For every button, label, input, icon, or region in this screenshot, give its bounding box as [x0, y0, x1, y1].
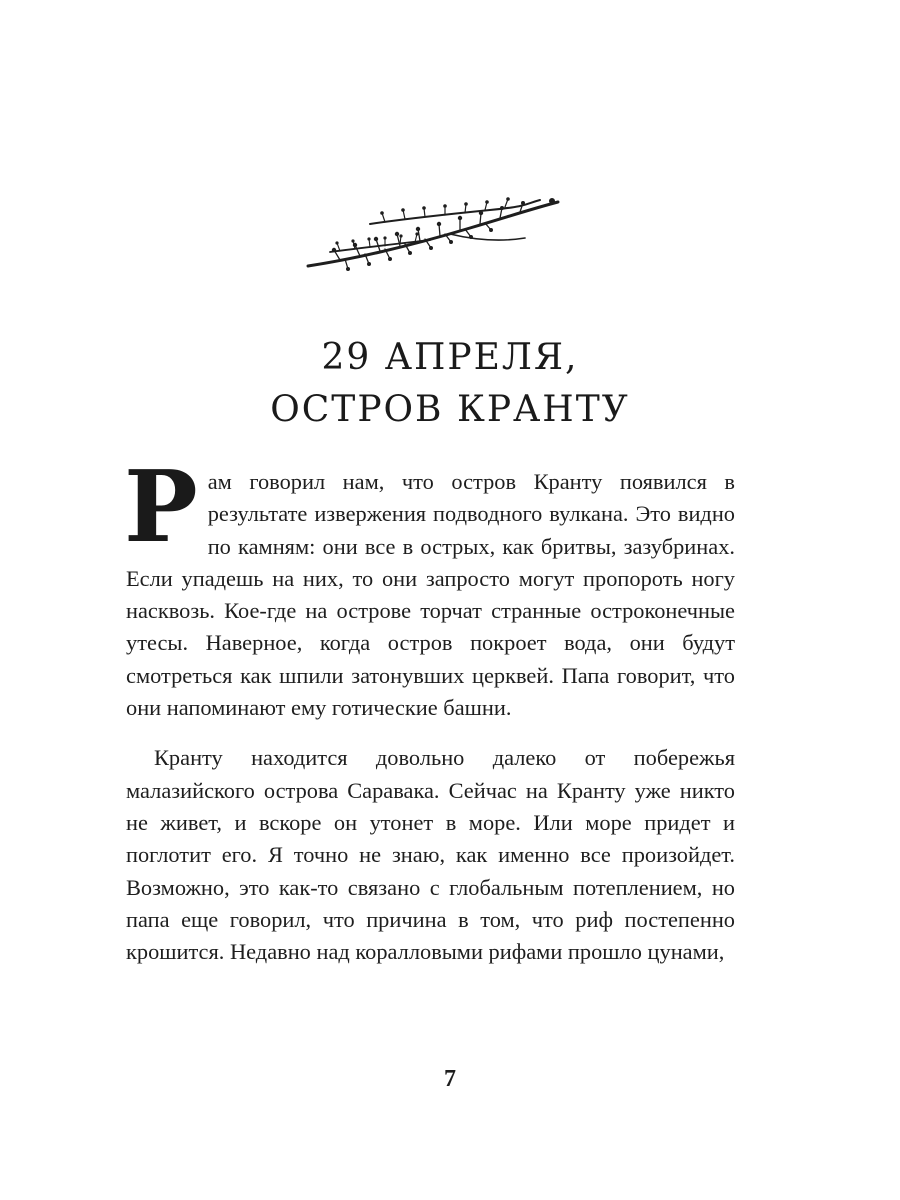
chapter-title-date: 29 АПРЕЛЯ,	[321, 337, 579, 378]
chapter-title	[0, 332, 900, 436]
chapter-body	[124, 450, 735, 968]
branch-ornament-icon	[300, 188, 562, 280]
page-number: 7	[444, 1066, 456, 1092]
paragraph-2: Кранту находится довольно далеко от побережья малазийского острова Саравака. Сейчас на Кранту уже никто не живет, и вскоре он утонет в море. Или море придет и поглотит его. Я точно не знаю, как именно все произойдет. Возможно, это как-то связано с глобальным потеплением, но папа еще говорил, что причина в том, что риф постепенно крошится. Недавно над коралловыми рифами прошло цунами,	[126, 745, 735, 965]
chapter-title-place: ОСТРОВ КРАНТУ	[270, 389, 630, 430]
drop-cap: Р	[124, 450, 198, 565]
paragraph-1	[124, 450, 735, 724]
paragraph-1-text: ам говорил нам, что остров Кранту появился в результате извержения подводного вулкана. Это видно по камням: они все в острых, как бритвы, зазубринах. Если упадешь на них, то они запросто могут пропороть ногу насквозь. Кое-где на острове торчат странные остроконечные утесы. Наверное, когда остров покроет вода, они будут смотреться как шпили затонувших церквей. Папа говорит, что они напоминают ему готические башни.	[126, 469, 735, 721]
